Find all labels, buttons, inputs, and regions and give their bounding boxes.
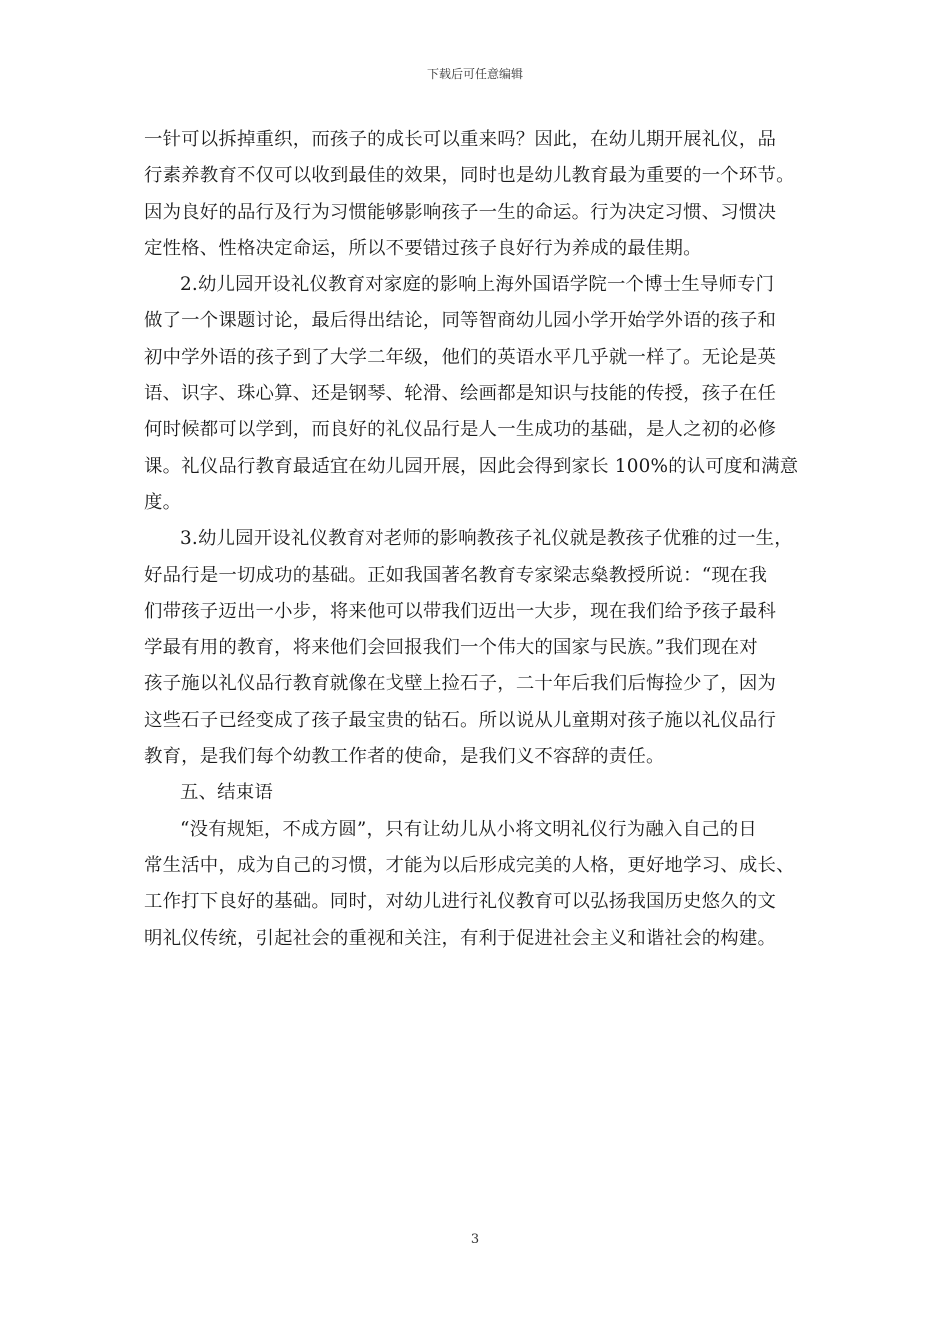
text-line: 初中学外语的孩子到了大学二年级，他们的英语水平几乎就一样了。无论是英 xyxy=(144,346,777,368)
section-heading-line: 3.幼儿园开设礼仪教育对老师的影响教孩子礼仪就是教孩子优雅的过一生， xyxy=(180,528,793,550)
text-line: 好品行是一切成功的基础。正如我国著名教育专家梁志燊教授所说：“现在我 xyxy=(144,564,768,586)
text-line: 定性格、性格决定命运，所以不要错过孩子良好行为养成的最佳期。 xyxy=(144,237,702,259)
section-title: 五、结束语 xyxy=(180,782,273,804)
text-line: 孩子施以礼仪品行教育就像在戈壁上捡石子，二十年后我们后悔捡少了，因为 xyxy=(144,673,777,695)
text-line: 课。礼仪品行教育最适宜在幼儿园开展，因此会得到家长 100%的认可度和满意 xyxy=(144,455,799,477)
text-line: 工作打下良好的基础。同时，对幼儿进行礼仪教育可以弘扬我国历史悠久的文 xyxy=(144,891,777,913)
text-line: “没有规矩，不成方圆”，只有让幼儿从小将文明礼仪行为融入自己的日 xyxy=(180,818,757,840)
text-line: 一针可以拆掉重织，而孩子的成长可以重来吗？因此，在幼儿期开展礼仪，品 xyxy=(144,129,777,150)
text-line: 学最有用的教育，将来他们会回报我们一个伟大的国家与民族。”我们现在对 xyxy=(144,637,758,659)
document-body xyxy=(144,122,808,957)
text-line: 做了一个课题讨论，最后得出结论，同等智商幼儿园小学开始学外语的孩子和 xyxy=(144,310,777,332)
text-line: 明礼仪传统，引起社会的重视和关注，有利于促进社会主义和谐社会的构建。 xyxy=(144,927,777,949)
text-line: 何时候都可以学到，而良好的礼仪品行是人一生成功的基础，是人之初的必修 xyxy=(144,419,777,441)
text-line: 教育，是我们每个幼教工作者的使命，是我们义不容辞的责任。 xyxy=(144,746,665,768)
page-header: 下载后可任意编辑 xyxy=(426,67,523,81)
text-line: 因为良好的品行及行为习惯能够影响孩子一生的命运。行为决定习惯、习惯决 xyxy=(144,201,777,223)
text-line: 们带孩子迈出一小步，将来他可以带我们迈出一大步，现在我们给予孩子最科 xyxy=(144,600,777,622)
section-heading-line: 2.幼儿园开设礼仪教育对家庭的影响上海外国语学院一个博士生导师专门 xyxy=(180,274,775,296)
text-line: 这些石子已经变成了孩子最宝贵的钻石。所以说从儿童期对孩子施以礼仪品行 xyxy=(144,709,777,731)
text-line: 常生活中，成为自己的习惯，才能为以后形成完美的人格，更好地学习、成长、 xyxy=(144,854,795,876)
text-line: 语、识字、珠心算、还是钢琴、轮滑、绘画都是知识与技能的传授，孩子在任 xyxy=(144,383,777,405)
page-number: 3 xyxy=(470,1232,480,1247)
text-line: 度。 xyxy=(144,491,182,513)
text-line: 行素养教育不仅可以收到最佳的效果，同时也是幼儿教育最为重要的一个环节。 xyxy=(144,165,795,187)
